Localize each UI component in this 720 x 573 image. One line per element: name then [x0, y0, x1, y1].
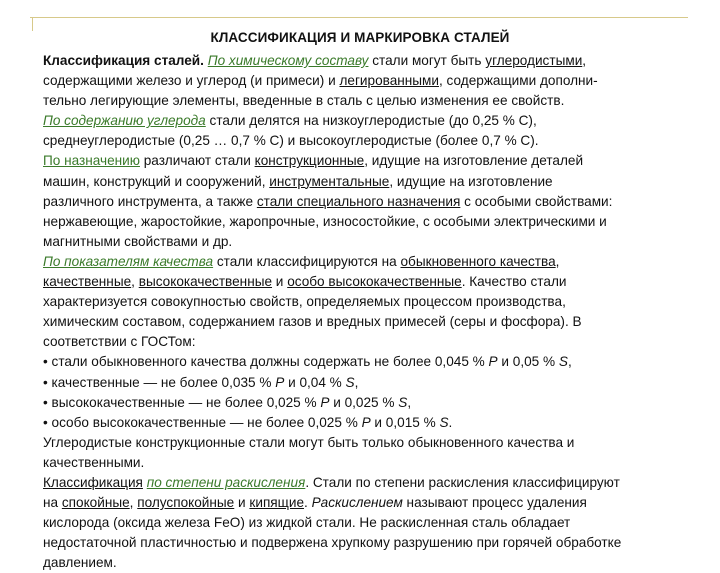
text-segment: , [555, 253, 560, 269]
text-segment: нержавеющие, жаростойкие, жаропрочные, износостойкие, с особыми электрическими и [43, 213, 607, 229]
text-segment: Раскислением [311, 495, 403, 511]
text-segment: • качественные — не более 0,035 % [43, 374, 276, 390]
text-line [43, 513, 683, 533]
page-title: КЛАССИФИКАЦИЯ И МАРКИРОВКА СТАЛЕЙ [210, 30, 510, 45]
text-segment: P [361, 414, 371, 430]
text-line [43, 111, 683, 131]
text-segment: различного инструмента, а также [43, 193, 257, 209]
text-segment: , идущие на изготовление [389, 173, 553, 189]
text-segment: S [439, 414, 449, 430]
text-line [43, 433, 683, 453]
text-segment: машин, конструкций и сооружений, [43, 173, 270, 189]
text-line [43, 493, 683, 513]
text-segment: стали делятся на низкоуглеродистые (до 0,25 % С), [205, 113, 537, 129]
text-segment: характеризуется совокупностью свойств, определяемых процессом производства, [43, 294, 566, 310]
text-line [43, 332, 683, 352]
text-segment: , содержащими дополни- [439, 73, 598, 89]
text-segment: • стали обыкновенного качества должны содержать не более 0,045 % [43, 354, 489, 370]
text-line [43, 172, 683, 192]
text-segment: , идущие на изготовление деталей [364, 153, 584, 169]
text-segment: Углеродистые конструкционные стали могут быть только обыкновенного качества и [43, 434, 575, 450]
text-line [43, 232, 683, 252]
text-line [43, 192, 683, 212]
text-segment: , [131, 274, 139, 290]
text-segment: кислорода (оксида железа FeO) из жидкой стали. Не раскисленная сталь обладает [43, 515, 571, 531]
text-segment: , [354, 374, 359, 390]
text-segment: По содержанию углерода [43, 113, 206, 129]
text-segment: соответствии с ГОСТом: [43, 334, 196, 350]
text-segment: S [558, 354, 568, 370]
text-segment: содержащими железо и углерод (и примеси) и [43, 73, 340, 89]
text-segment: называют процесс удаления [402, 495, 587, 511]
text-segment: спокойные [61, 495, 130, 511]
text-line [43, 252, 683, 272]
text-segment: и [234, 495, 250, 511]
text-segment: инструментальные [269, 173, 390, 189]
text-line [43, 312, 683, 332]
text-segment: S [345, 374, 355, 390]
text-segment: и [272, 274, 288, 290]
text-line [43, 373, 683, 393]
text-segment: обыкновенного качества [400, 253, 556, 269]
text-segment: По химическому составу [207, 53, 369, 68]
text-segment: стали могут быть [368, 53, 486, 68]
text-segment: на [43, 495, 62, 511]
text-line [43, 473, 683, 493]
text-segment: с особыми свойствами: [460, 193, 613, 209]
text-line [43, 352, 683, 372]
text-segment: P [275, 374, 285, 390]
text-segment: высококачественные [138, 274, 273, 290]
text-line [43, 71, 683, 91]
text-segment: По показателям качества [43, 253, 214, 269]
text-segment: P [320, 394, 330, 410]
text-segment: химическим составом, содержанием газов и вредных примесей (серы и фосфора). В [43, 314, 582, 330]
text-line [43, 553, 683, 573]
text-line [43, 91, 683, 111]
text-segment: качественными. [43, 454, 145, 470]
text-segment: . Качество стали [461, 274, 567, 290]
text-segment: Классификация [43, 474, 143, 490]
text-segment: среднеуглеродистые (0,25 … 0,7 % С) и высокоуглеродистые (более 0,7 % С). [43, 133, 539, 149]
text-line [43, 131, 683, 151]
text-segment: , [582, 53, 587, 68]
text-line [43, 212, 683, 232]
text-segment: . [304, 495, 312, 511]
text-line [43, 51, 683, 71]
text-segment: . [448, 414, 453, 430]
text-segment: недостаточной пластичностью и подвержена хрупкому разрушению при горячей обработке [43, 535, 622, 551]
text-segment: • особо высококачественные — не более 0,025 % [43, 414, 362, 430]
text-segment: S [398, 394, 408, 410]
text-segment: и 0,015 % [370, 414, 440, 430]
text-segment: магнитными свойствами и др. [43, 233, 233, 249]
text-segment: углеродистыми [485, 53, 583, 68]
text-line [43, 413, 683, 433]
text-segment: стали специального назначения [256, 193, 461, 209]
text-segment: , [407, 394, 412, 410]
text-line [43, 453, 683, 473]
text-segment: конструкционные [254, 153, 365, 169]
text-segment: стали классифицируются на [213, 253, 401, 269]
text-segment: качественные [43, 274, 132, 290]
text-segment: и 0,025 % [329, 394, 399, 410]
text-segment: P [488, 354, 498, 370]
text-segment: , [567, 354, 572, 370]
text-segment: , [129, 495, 138, 511]
text-segment: легированными [339, 73, 439, 89]
text-segment: Классификация сталей. [43, 53, 208, 68]
frame-top-rule [30, 17, 688, 18]
text-line [43, 292, 683, 312]
text-line [43, 393, 683, 413]
text-segment: давлением. [43, 555, 117, 571]
text-segment: и 0,04 % [284, 374, 346, 390]
frame-left-rule [32, 17, 33, 31]
text-segment: и 0,05 % [497, 354, 559, 370]
text-segment: различают стали [139, 153, 255, 169]
text-segment: • высококачественные — не более 0,025 % [43, 394, 321, 410]
text-segment: особо высококачественные [287, 274, 462, 290]
text-line [43, 533, 683, 553]
text-segment: . Стали по степени раскисления классифицируют [305, 474, 620, 490]
body-text [43, 51, 683, 573]
text-line [43, 151, 683, 171]
text-segment: по степени раскисления [146, 474, 306, 490]
text-line [43, 272, 683, 292]
text-segment: кипящие [249, 495, 305, 511]
text-segment: тельно легирующие элементы, введенные в сталь с целью изменения ее свойств. [43, 93, 565, 109]
text-segment: По назначению [43, 153, 140, 169]
text-segment: полуспокойные [137, 495, 235, 511]
